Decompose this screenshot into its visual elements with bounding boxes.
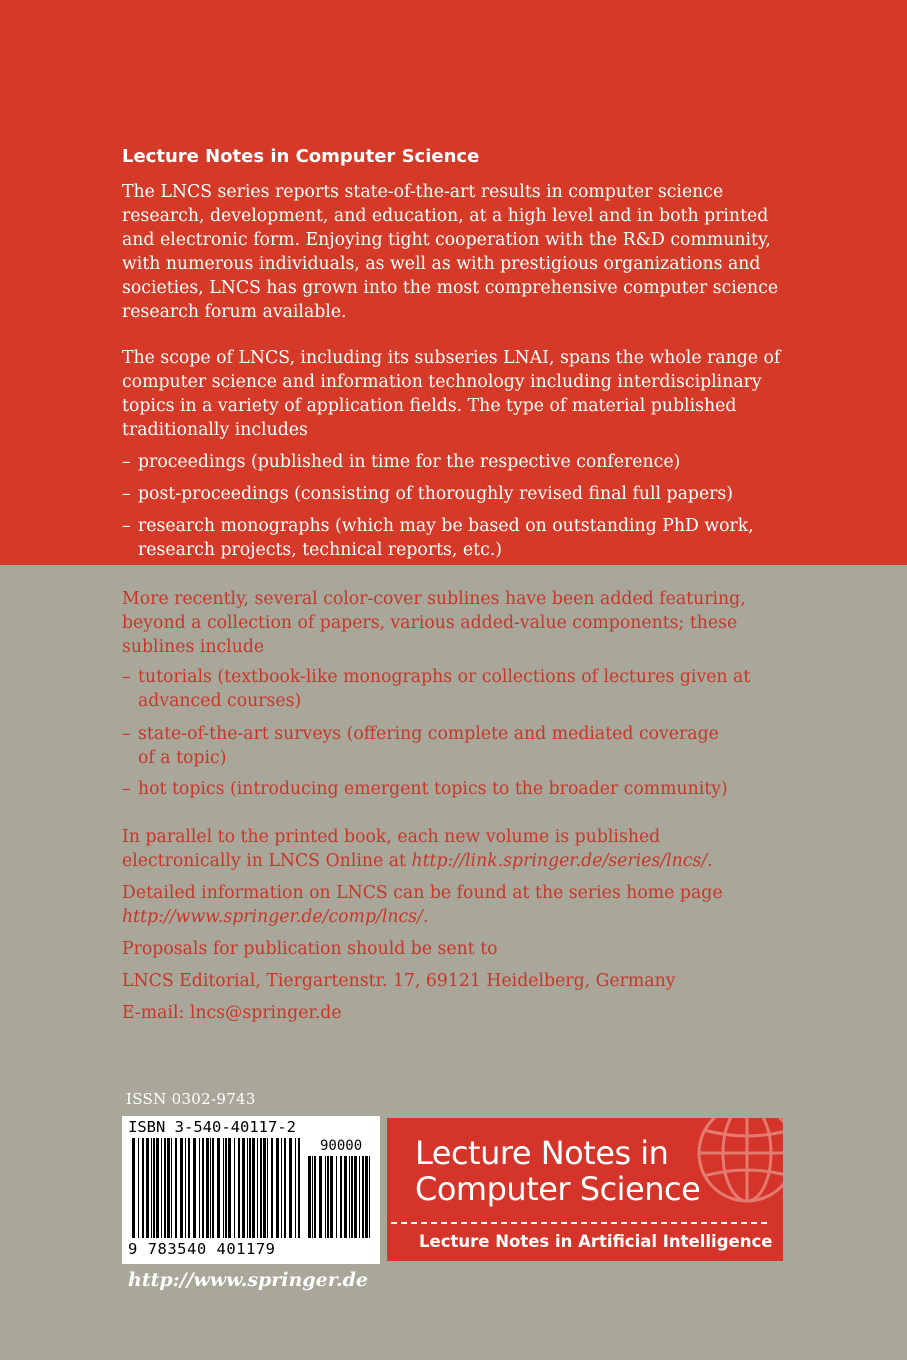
issn-label: ISSN 0302-9743	[126, 1090, 256, 1108]
barcode	[122, 1116, 380, 1264]
bullet-surveys	[122, 722, 782, 770]
barcode-bar	[188, 1138, 190, 1238]
bullet-hot-topics	[122, 777, 782, 801]
barcode-bar	[142, 1138, 144, 1238]
barcode-bar	[138, 1138, 139, 1238]
bullet-text-continued: research projects, technical reports, etc.)	[138, 540, 502, 560]
barcode-bar	[276, 1138, 279, 1238]
barcode-bar	[298, 1138, 300, 1238]
barcode-bar	[199, 1138, 200, 1238]
barcode-addon-bars	[308, 1156, 372, 1238]
sublines-paragraph	[122, 587, 802, 659]
bullet-text: proceedings (published in time for the respective conference)	[138, 452, 681, 472]
barcode-bar	[132, 1138, 135, 1238]
bullet-text: post-proceedings (consisting of thoroughly revised final full papers)	[138, 484, 734, 504]
barcode-bar	[314, 1156, 316, 1238]
barcode-bar	[180, 1138, 183, 1238]
barcode-bar	[217, 1138, 220, 1238]
barcode-bar	[267, 1138, 268, 1238]
bullet-post-proceedings	[122, 482, 782, 506]
barcode-bar	[193, 1138, 196, 1238]
sublines-line: beyond a collection of papers, various added-value components; these	[122, 613, 738, 633]
bullet-dash: –	[122, 484, 131, 504]
barcode-bar	[151, 1138, 152, 1238]
barcode-bar	[161, 1138, 162, 1238]
isbn-label: ISBN 3-540-40117-2	[128, 1118, 296, 1136]
bullet-tutorials	[122, 665, 782, 713]
barcode-addon-number: 90000	[320, 1138, 363, 1154]
barcode-bar	[156, 1138, 159, 1238]
bullet-text-continued: advanced courses)	[138, 691, 302, 711]
barcode-bar	[362, 1156, 364, 1238]
springer-url[interactable]: http://www.springer.de	[128, 1269, 368, 1291]
intro-line: research, development, and education, at a high level and in both printed	[122, 206, 769, 226]
logo-title-line2: Computer Science	[415, 1170, 701, 1208]
lncs-homepage-link[interactable]: http://www.springer.de/comp/lncs/.	[122, 907, 429, 927]
online-line	[122, 849, 802, 873]
barcode-bar	[164, 1138, 166, 1238]
barcode-bar	[257, 1138, 258, 1238]
intro-line: with numerous individuals, as well as with prestigious organizations and	[122, 254, 761, 274]
bullet-text: state-of-the-art surveys (offering complete and mediated coverage	[138, 724, 719, 744]
barcode-bar	[242, 1138, 245, 1238]
barcode-bar	[234, 1138, 235, 1238]
barcode-bar	[223, 1138, 224, 1238]
sublines-line: sublines include	[122, 637, 265, 657]
barcode-bar	[281, 1138, 282, 1238]
email-line: E-mail: lncs@springer.de	[122, 1003, 342, 1023]
barcode-bar	[295, 1138, 296, 1238]
barcode-bar	[263, 1138, 266, 1238]
barcode-bar	[185, 1138, 186, 1238]
intro-paragraph	[122, 180, 802, 324]
barcode-bar	[225, 1138, 227, 1238]
barcode-bar	[319, 1156, 322, 1238]
barcode-bar	[153, 1138, 155, 1238]
barcode-bars	[132, 1138, 302, 1238]
barcode-bar	[212, 1138, 214, 1238]
barcode-bar	[210, 1138, 211, 1238]
barcode-bar	[249, 1138, 251, 1238]
bullet-dash: –	[122, 667, 131, 687]
barcode-bar	[365, 1156, 368, 1238]
barcode-bar	[146, 1138, 149, 1238]
homepage-url-line	[122, 905, 802, 929]
bullet-text: research monographs (which may be based on outstanding PhD work,	[138, 516, 754, 536]
barcode-bar	[336, 1156, 337, 1238]
barcode-bar	[260, 1138, 262, 1238]
logo-divider	[391, 1222, 767, 1224]
barcode-bar	[238, 1138, 240, 1238]
bullet-text: hot topics (introducing emergent topics to the broader community)	[138, 779, 728, 799]
barcode-bar	[289, 1138, 292, 1238]
logo-title-line1: Lecture Notes in	[415, 1134, 669, 1172]
lncs-logo	[387, 1118, 783, 1261]
bullet-text: tutorials (textbook-like monographs or collections of lectures given at	[138, 667, 751, 687]
bullet-monographs	[122, 514, 782, 562]
globe-icon	[692, 1118, 783, 1208]
lncs-online-link[interactable]: http://link.springer.de/series/lncs/.	[411, 851, 713, 871]
barcode-bar	[325, 1156, 326, 1238]
barcode-bar	[284, 1138, 286, 1238]
barcode-bar	[206, 1138, 209, 1238]
barcode-bar	[271, 1138, 273, 1238]
barcode-bar	[202, 1138, 204, 1238]
bullet-dash: –	[122, 724, 131, 744]
ean-number: 9 783540 401179	[128, 1240, 276, 1258]
scope-line: traditionally includes	[122, 420, 308, 440]
intro-line: societies, LNCS has grown into the most comprehensive computer science	[122, 278, 779, 298]
bullet-text-continued: of a topic)	[138, 748, 227, 768]
barcode-bar	[354, 1156, 357, 1238]
barcode-bar	[228, 1138, 231, 1238]
bullet-dash: –	[122, 779, 131, 799]
proposals-line: Proposals for publication should be sent to	[122, 939, 498, 959]
barcode-bar	[369, 1156, 370, 1238]
intro-line: The LNCS series reports state-of-the-art results in computer science	[122, 182, 724, 202]
barcode-bar	[351, 1156, 353, 1238]
barcode-bar	[312, 1156, 313, 1238]
sublines-line: More recently, several color-cover sublines have been added featuring,	[122, 589, 746, 609]
barcode-bar	[330, 1156, 333, 1238]
homepage-line: Detailed information on LNCS can be found at the series home page	[122, 883, 723, 903]
bullet-dash: –	[122, 516, 131, 536]
address-line: LNCS Editorial, Tiergartenstr. 17, 69121 Heidelberg, Germany	[122, 971, 676, 991]
online-line: In parallel to the printed book, each new volume is published	[122, 827, 661, 847]
logo-subline: Lecture Notes in Artificial Intelligence	[419, 1232, 773, 1251]
barcode-bar	[247, 1138, 248, 1238]
bullet-dash: –	[122, 452, 131, 472]
bullet-proceedings	[122, 450, 782, 474]
series-heading: Lecture Notes in Computer Science	[122, 146, 480, 167]
barcode-bar	[167, 1138, 170, 1238]
homepage-paragraph	[122, 881, 802, 929]
intro-line: research forum available.	[122, 302, 347, 322]
barcode-bar	[359, 1156, 360, 1238]
barcode-bar	[308, 1156, 311, 1238]
scope-paragraph	[122, 346, 802, 442]
scope-line: The scope of LNCS, including its subseries LNAI, spans the whole range of	[122, 348, 781, 368]
barcode-bar	[349, 1156, 350, 1238]
online-paragraph	[122, 825, 802, 873]
online-line-prefix: electronically in LNCS Online at	[122, 851, 412, 871]
scope-line: computer science and information technology including interdisciplinary	[122, 372, 762, 392]
intro-line: and electronic form. Enjoying tight cooperation with the R&D community,	[122, 230, 771, 250]
barcode-bar	[340, 1156, 342, 1238]
barcode-bar	[171, 1138, 172, 1238]
scope-line: topics in a variety of application fields. The type of material published	[122, 396, 737, 416]
barcode-bar	[175, 1138, 177, 1238]
barcode-bar	[327, 1156, 329, 1238]
barcode-bar	[252, 1138, 255, 1238]
barcode-bar	[344, 1156, 347, 1238]
